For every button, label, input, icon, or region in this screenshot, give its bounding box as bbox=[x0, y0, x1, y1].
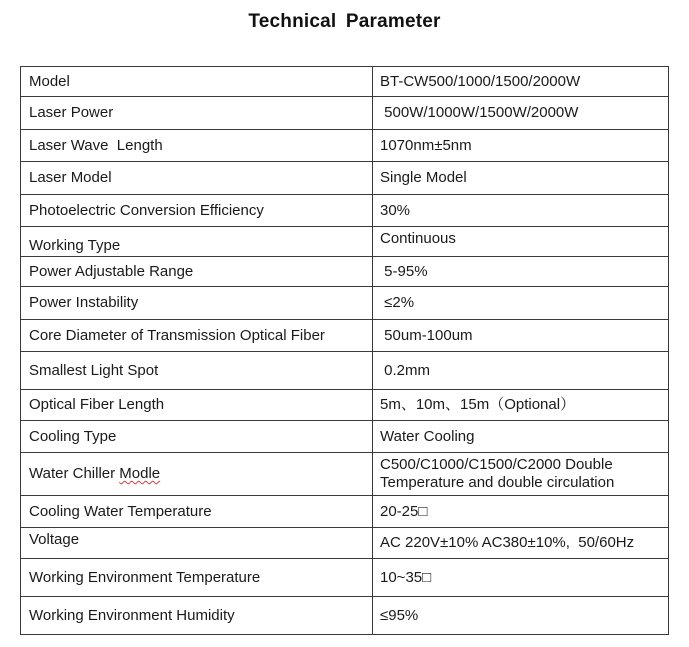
row-value: AC 220V±10% AC380±10%, 50/60Hz bbox=[373, 528, 669, 559]
row-value-line-2: Temperature and double circulation bbox=[380, 474, 615, 491]
table-row bbox=[21, 496, 669, 528]
row-label: Cooling Type bbox=[21, 421, 373, 453]
row-label-misspelled-word: Modle bbox=[119, 465, 161, 482]
row-label: Photoelectric Conversion Efficiency bbox=[21, 195, 373, 227]
table-row bbox=[21, 130, 669, 162]
row-label: Working Environment Temperature bbox=[21, 559, 373, 597]
title-part-2: Parameter bbox=[345, 11, 441, 32]
row-label: Smallest Light Spot bbox=[21, 352, 373, 390]
row-value-line-1: C500/C1000/C1500/C2000 Double bbox=[380, 456, 613, 473]
page-title bbox=[0, 11, 689, 33]
row-value: ≤2% bbox=[373, 287, 669, 320]
table-row bbox=[21, 162, 669, 195]
row-value: 30% bbox=[373, 195, 669, 227]
table-row bbox=[21, 528, 669, 559]
row-value: 50um-100um bbox=[373, 320, 669, 352]
row-label: Working Environment Humidity bbox=[21, 597, 373, 635]
title-part-1: Technical bbox=[248, 11, 337, 32]
row-label: Optical Fiber Length bbox=[21, 390, 373, 421]
row-value: 1070nm±5nm bbox=[373, 130, 669, 162]
row-value: Water Cooling bbox=[373, 421, 669, 453]
row-label: Working Type bbox=[21, 227, 373, 257]
row-value bbox=[373, 453, 669, 496]
row-value: 5-95% bbox=[373, 257, 669, 287]
row-value: ≤95% bbox=[373, 597, 669, 635]
row-value: 0.2mm bbox=[373, 352, 669, 390]
table-row bbox=[21, 227, 669, 257]
table-row bbox=[21, 97, 669, 130]
row-value: Single Model bbox=[373, 162, 669, 195]
table-row bbox=[21, 287, 669, 320]
parameter-table bbox=[20, 66, 669, 635]
table-row bbox=[21, 597, 669, 635]
table-row bbox=[21, 421, 669, 453]
row-label-prefix: Water Chiller bbox=[29, 465, 120, 482]
row-label: Model bbox=[21, 67, 373, 97]
row-label: Core Diameter of Transmission Optical Fiber bbox=[21, 320, 373, 352]
table-row bbox=[21, 390, 669, 421]
row-label: Power Adjustable Range bbox=[21, 257, 373, 287]
table-row bbox=[21, 352, 669, 390]
table-row bbox=[21, 559, 669, 597]
row-value: BT-CW500/1000/1500/2000W bbox=[373, 67, 669, 97]
table-row bbox=[21, 453, 669, 496]
row-label bbox=[21, 453, 373, 496]
row-label: Laser Model bbox=[21, 162, 373, 195]
row-label: Cooling Water Temperature bbox=[21, 496, 373, 528]
table-row bbox=[21, 67, 669, 97]
row-value: 20-25□ bbox=[373, 496, 669, 528]
row-label: Power Instability bbox=[21, 287, 373, 320]
row-label: Voltage bbox=[21, 528, 373, 559]
table-row bbox=[21, 257, 669, 287]
row-label: Laser Power bbox=[21, 97, 373, 130]
row-value: Continuous bbox=[373, 227, 669, 257]
row-label: Laser Wave Length bbox=[21, 130, 373, 162]
table-row bbox=[21, 320, 669, 352]
table-row bbox=[21, 195, 669, 227]
row-value: 5m、10m、15m（Optional） bbox=[373, 390, 669, 421]
row-value: 10~35□ bbox=[373, 559, 669, 597]
row-value: 500W/1000W/1500W/2000W bbox=[373, 97, 669, 130]
